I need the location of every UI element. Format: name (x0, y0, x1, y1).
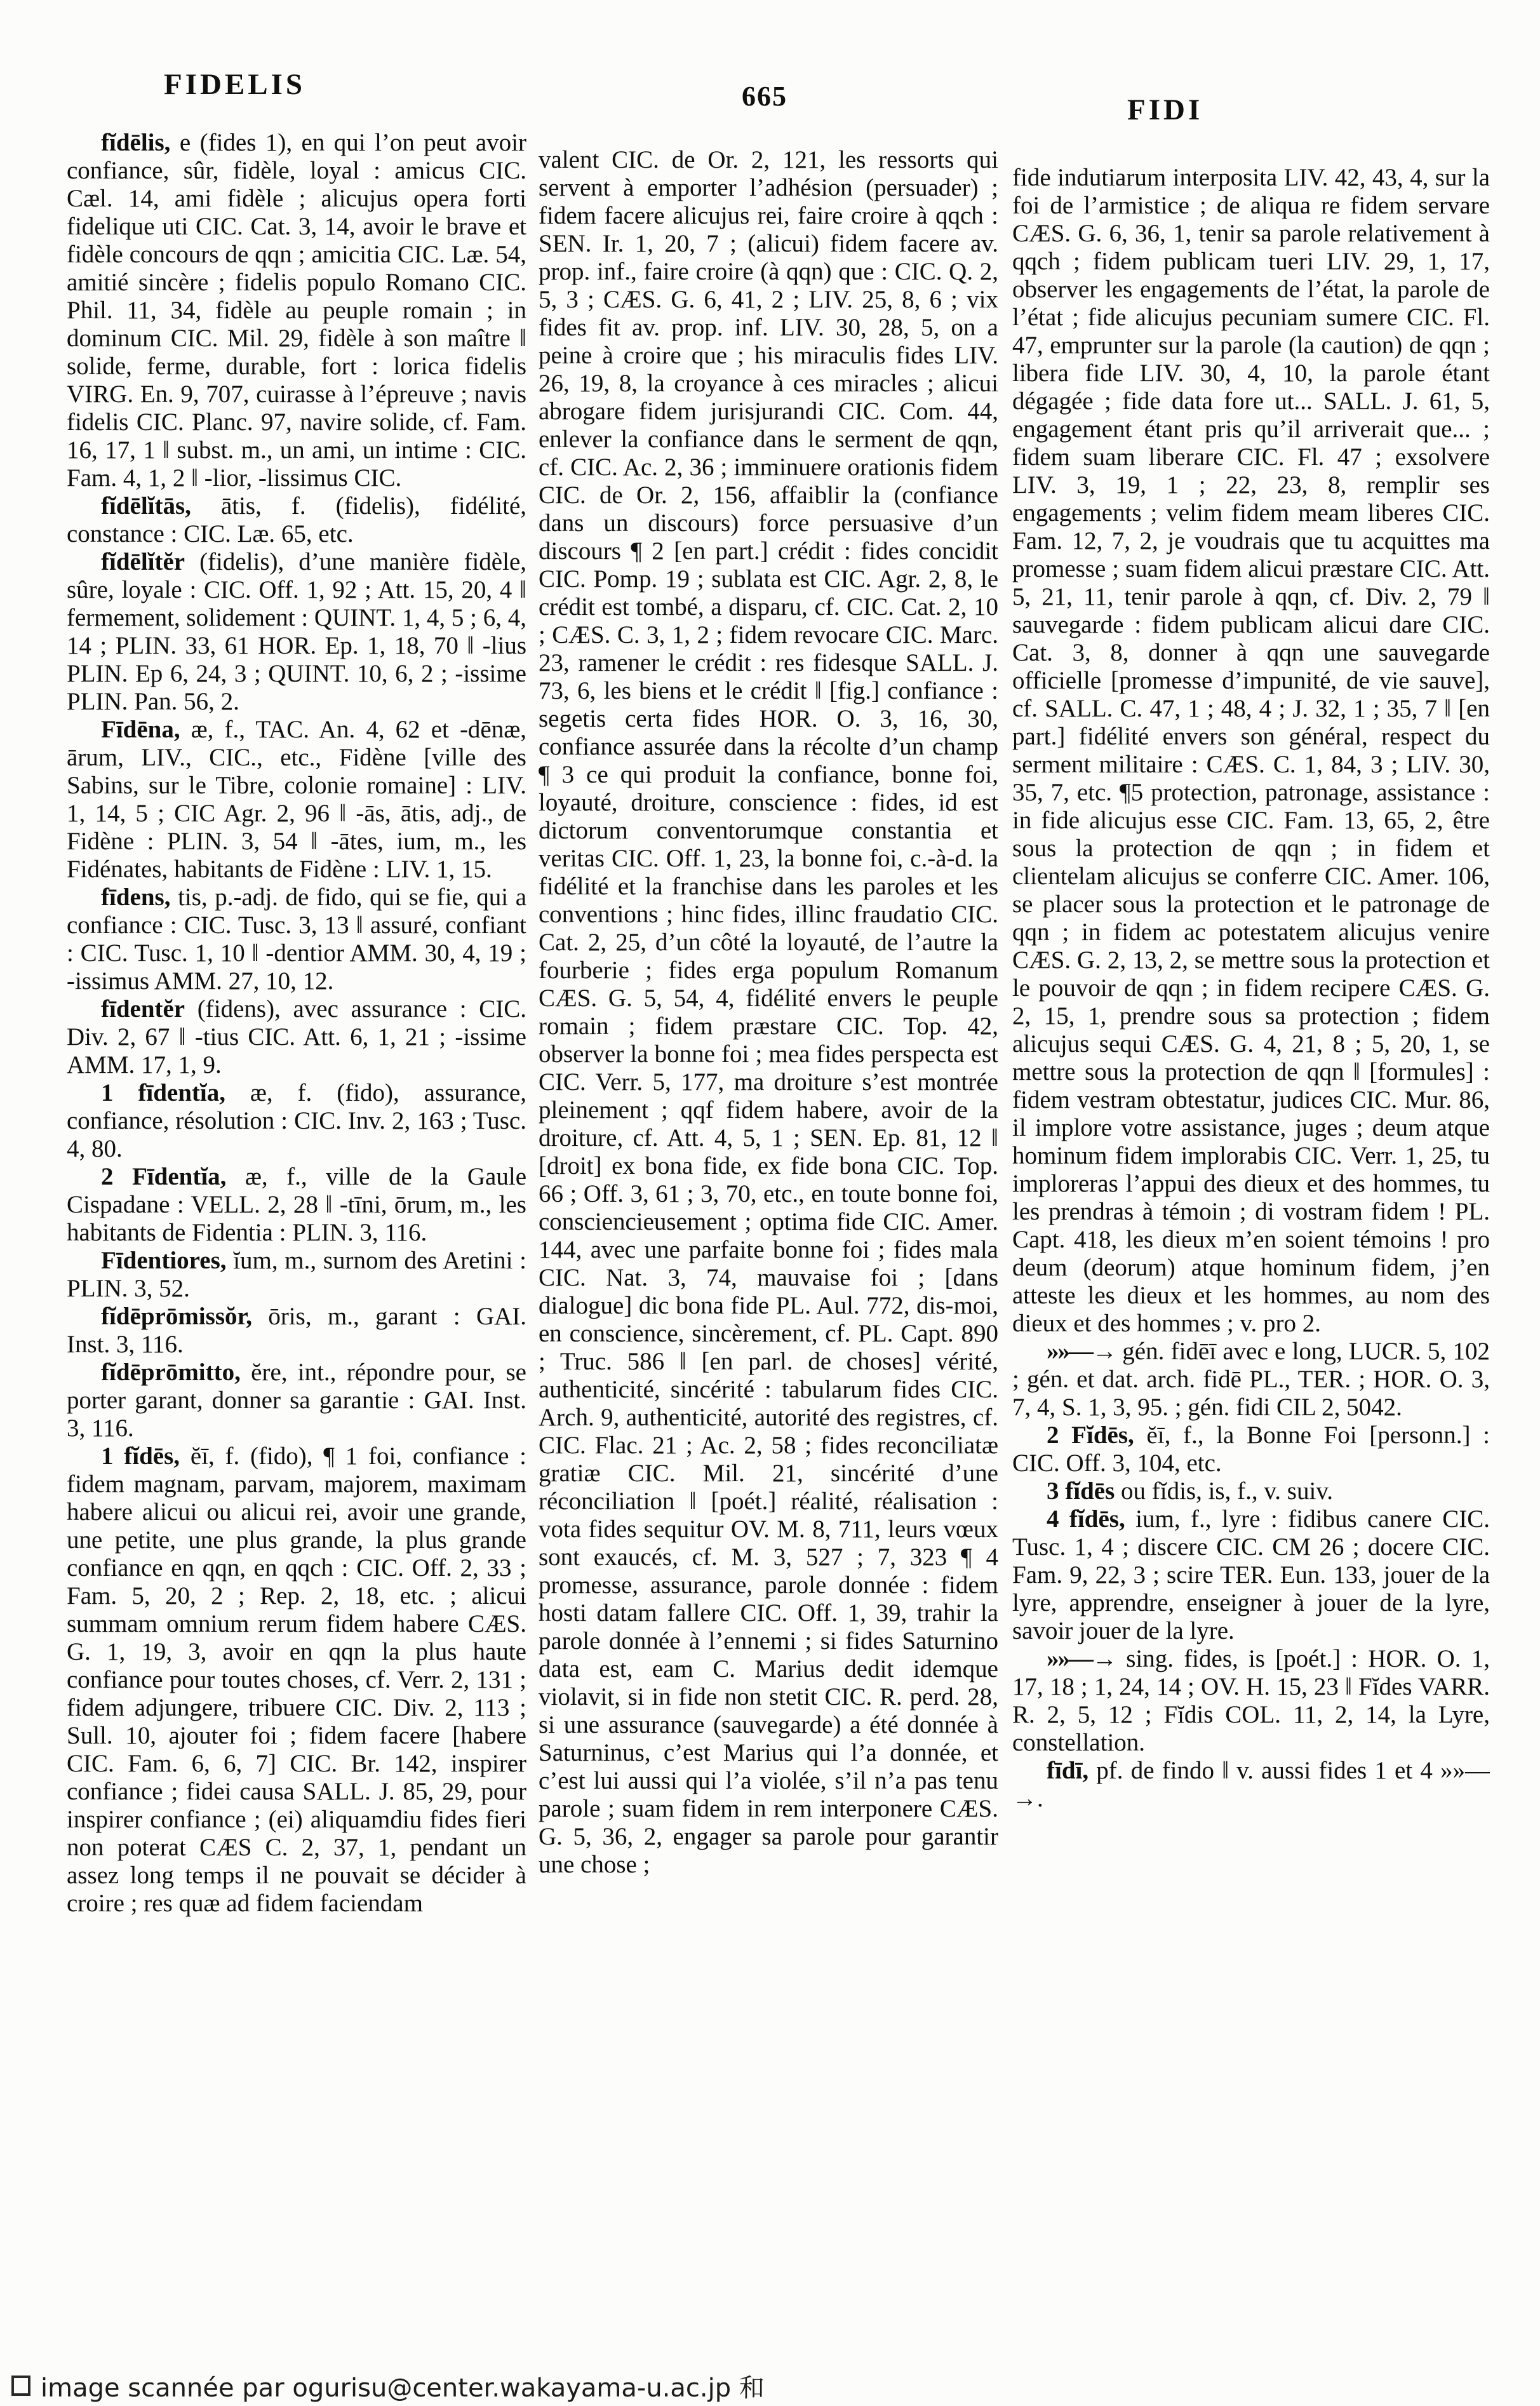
remark-arrow-icon: »»—→ (1047, 1338, 1116, 1365)
headword: 2 Fīdentĭa, (101, 1163, 227, 1190)
headword: fīdens, (101, 884, 171, 911)
entry-text: æ, f. (fido), assurance, confiance, résolution : CIC. Inv. 2, 163 ; Tusc. 4, 80. (67, 1079, 526, 1162)
headword: fĭdēprōmitto, (101, 1359, 241, 1386)
middle-column (539, 146, 998, 2309)
entry-text: ātis, f. (fidelis), fidélité, constance : CIC. Læ. 65, etc. (67, 492, 526, 548)
entry-fidepromitto (67, 1359, 526, 1442)
entry-text: e (fides 1), en qui l’on peut avoir confiance, sûr, fidèle, loyal : amicus CIC. Cæl. 14, ami fidèle ; alicujus opera forti fidelique uti CIC. Cat. 3, 14, avoir le brave et fidèle concours de qqn ; amicitia CIC. Læ. 54, amitié sincère ; fidelis populo Romano CIC. Phil. 11, 34, fidèle au peuple romain ; in dominum CIC. Mil. 29, fidèle à son maître ‖ solide, ferme, durable, fort : lorica fidelis VIRG. En. 9, 707, cuirasse à l’épreuve ; navis fidelis CIC. Planc. 97, navire solide, cf. Fam. 16, 17, 1 ‖ subst. m., un ami, un intime : CIC. Fam. 4, 1, 2 ‖ -lior, -lissimus CIC. (67, 129, 526, 492)
headword: fĭdēlis, (101, 129, 171, 156)
entry-text: tis, p.-adj. de fido, qui se fie, qui a confiance : CIC. Tusc. 3, 13 ‖ assuré, confiant : CIC. Tusc. 1, 10 ‖ -dentior AMM. 30, 4, 19 ; -issimus AMM. 27, 10, 12. (67, 884, 526, 995)
headword: fīdī, (1047, 1757, 1089, 1784)
entry-text: (fidens), avec assurance : CIC. Div. 2, 67 ‖ -tius CIC. Att. 6, 1, 21 ; -issime AMM. 17, 1, 9. (67, 995, 526, 1079)
entry-text: sing. fides, is [poét.] : HOR. O. 1, 17, 18 ; 1, 24, 14 ; OV. H. 15, 23 ‖ Fĭdes VARR. R. 2, 5, 12 ; Fĭdis COL. 11, 2, 14, la Lyre, constellation. (1012, 1645, 1490, 1756)
remark-arrow-icon: »»—→ (1047, 1645, 1116, 1672)
headword: 1 fĭdēs, (101, 1442, 180, 1470)
entry-text: gén. fidēī avec e long, LUCR. 5, 102 ; gén. et dat. arch. fidē PL., TER. ; HOR. O. 3, 7, 4, S. 1, 3, 95. ; gén. fidi CIL 2, 5042. (1012, 1338, 1490, 1421)
headword: 3 fĭdēs (1047, 1477, 1115, 1505)
right-column (1012, 164, 1490, 2317)
headword: 1 fīdentĭa, (101, 1079, 225, 1106)
headword: fĭdēprōmissŏr, (101, 1303, 252, 1330)
entry-fidenter (67, 995, 526, 1079)
fides-1-continuation-2 (1012, 164, 1490, 1338)
scan-credit: image scannée par ogurisu@center.wakayama-u.ac.jp 和 (41, 2374, 765, 2403)
headword: Fīdentiores, (101, 1247, 227, 1274)
entry-fidens (67, 884, 526, 995)
running-head-left: FIDELIS (164, 68, 306, 101)
entry-text: ĕī, f., la Bonne Foi [personn.] : CIC. Off. 3, 104, etc. (1012, 1421, 1490, 1477)
running-head-right: FIDI (1127, 93, 1203, 126)
entry-fidena (67, 716, 526, 884)
headword: 4 fĭdēs, (1047, 1505, 1125, 1533)
entry-text: ĕre, int., répondre pour, se porter garant, donner sa garantie : GAI. Inst. 3, 116. (67, 1359, 526, 1442)
entry-text: ou fĭdis, is, f., v. suiv. (1121, 1477, 1334, 1505)
clipped-glyph (11, 2376, 30, 2396)
entry-fides-2 (1012, 1421, 1490, 1477)
entry-fidelitas (67, 492, 526, 548)
headword: fĭdēlĭtās, (101, 492, 191, 520)
entry-fidepromissor (67, 1303, 526, 1359)
entry-fideliter (67, 548, 526, 716)
entry-text: ium, f., lyre : fidibus canere CIC. Tusc. 1, 4 ; discere CIC. CM 26 ; docere CIC. Fam. 9, 22, 3 ; scire TER. Eun. 133, jouer de la lyre, apprendre, enseigner à jouer de la lyre, savoir jouer de la lyre. (1012, 1505, 1490, 1644)
headword: Fīdēna, (101, 716, 180, 743)
entry-text: (fidelis), d’une manière fidèle, sûre, loyale : CIC. Off. 1, 92 ; Att. 15, 20, 4 ‖ fermement, solidement : QUINT. 1, 4, 5 ; 6, 4, 14 ; PLIN. 33, 61 HOR. Ep. 1, 18, 70 ‖ -lius PLIN. Ep 6, 24, 3 ; QUINT. 10, 6, 2 ; -issime PLIN. Pan. 56, 2. (67, 548, 526, 715)
entry-fidi (1012, 1757, 1490, 1813)
entry-text: ĭum, m., surnom des Aretini : PLIN. 3, 52. (67, 1247, 526, 1302)
fides-4-remark (1012, 1645, 1490, 1757)
entry-text: ōris, m., garant : GAI. Inst. 3, 116. (67, 1303, 526, 1358)
entry-fidelis (67, 129, 526, 492)
entry-fidentiores (67, 1247, 526, 1303)
entry-text: fide indutiarum interposita LIV. 42, 43, 4, sur la foi de l’armistice ; de aliqua re fidem servare CÆS. G. 6, 36, 1, tenir sa parole relativement à qqch ; fidem publicam tueri LIV. 29, 1, 17, observer les engagements de l’état, la parole de l’état ; fide alicujus pecuniam sumere CIC. Fl. 47, emprunter sur la parole (la caution) de qqn ; libera fide LIV. 30, 4, 10, la parole étant dégagée ; fide data fore ut... SALL. J. 61, 5, engagement étant pris qu’il arriverait que... ; fidem suam liberare CIC. Fl. 47 ; exsolvere LIV. 3, 19, 1 ; 22, 23, 8, remplir ses engagements ; velim fidem meam liberes CIC. Fam. 12, 7, 2, je voudrais que tu acquittes ma promesse ; suam fidem alicui præstare CIC. Att. 5, 21, 11, tenir parole à qqn, cf. Div. 2, 79 ‖ sauvegarde : fidem publicam alicui dare CIC. Cat. 3, 8, donner à qqn une sauvegarde officielle [promesse d’impunité, de vie sauve], cf. SALL. C. 47, 1 ; 48, 4 ; J. 32, 1 ; 35, 7 ‖ [en part.] fidélité envers son général, respect du serment militaire : CÆS. C. 1, 84, 3 ; LIV. 30, 35, 7, etc. ¶5 protection, patronage, assistance : in fide alicujus esse CIC. Fam. 13, 65, 2, être sous la protection de qqn ; in fidem et clientelam alicujus se conferre CIC. Amer. 106, se placer sous la protection et le patronage de qqn ; in fidem ac potestatem alicujus venire CÆS. G. 2, 13, 2, se mettre sous la protection et le pouvoir de qqn ; in fidem recipere CÆS. G. 2, 15, 1, prendre sous sa protection ; fidem alicujus sequi CÆS. G. 4, 21, 8 ; 5, 20, 1, se mettre sous la protection de qqn ‖ [formules] : fidem vestram obtestatur, judices CIC. Mur. 86, il implore votre assistance, juges ; deum atque hominum fidem implorabis CIC. Verr. 1, 25, tu imploreras l’appui des dieux et des hommes, tu les prendras à témoin ; di vostram fidem ! PL. Capt. 418, les dieux m’en soient témoins ! pro deum (deorum) atque hominum fidem, j’en atteste les dieux et les hommes, au nom des dieux et des hommes ; v. pro 2. (1012, 164, 1490, 1337)
entry-text: æ, f., ville de la Gaule Cispadane : VELL. 2, 28 ‖ -tīni, ōrum, m., les habitants de Fidentia : PLIN. 3, 116. (67, 1163, 526, 1246)
entry-fides-4 (1012, 1505, 1490, 1645)
entry-text: valent CIC. de Or. 2, 121, les ressorts qui servent à emporter l’adhésion (persuader) ; fidem facere alicujus rei, faire croire à qqch : SEN. Ir. 1, 20, 7 ; (alicui) fidem facere av. prop. inf., faire croire (à qqn) que : CIC. Q. 2, 5, 3 ; CÆS. G. 6, 41, 2 ; LIV. 25, 8, 6 ; vix fides fit av. prop. inf. LIV. 30, 28, 5, on a peine à croire que ; his miraculis fides LIV. 26, 19, 8, la croyance à ces miracles ; alicui abrogare fidem jurisjurandi CIC. Com. 44, enlever la confiance dans le serment de qqn, cf. CIC. Ac. 2, 36 ; imminuere orationis fidem CIC. de Or. 2, 156, affaiblir la (confiance dans un discours) force persuasive d’un discours ¶ 2 [en part.] crédit : fides concidit CIC. Pomp. 19 ; sublata est CIC. Agr. 2, 8, le crédit est tombé, a disparu, cf. CIC. Cat. 2, 10 ; CÆS. C. 3, 1, 2 ; fidem revocare CIC. Marc. 23, ramener le crédit : res fidesque SALL. J. 73, 6, les biens et le crédit ‖ [fig.] confiance : segetis certa fides HOR. O. 3, 16, 30, confiance assurée dans la récolte d’un champ ¶ 3 ce qui produit la confiance, bonne foi, loyauté, droiture, conscience : fides, id est dictorum conventorumque constantia et veritas CIC. Off. 1, 23, la bonne foi, c.-à-d. la fidélité et la franchise dans les paroles et les conventions ; hinc fides, illinc fraudatio CIC. Cat. 2, 25, d’un côté la loyauté, de l’autre la fourberie ; fides erga populum Romanum CÆS. G. 5, 54, 4, fidélité envers le peuple romain ; fidem præstare CIC. Top. 42, observer la bonne foi ; mea fides perspecta est CIC. Verr. 5, 177, ma droiture s’est montrée pleinement ; qqf fidem habere, avoir de la droiture, cf. Att. 4, 5, 1 ; SEN. Ep. 81, 12 ‖ [droit] ex bona fide, ex fide bona CIC. Top. 66 ; Off. 3, 61 ; 3, 70, etc., en toute bonne foi, consciencieusement ; optima fide CIC. Amer. 144, avec une parfaite bonne foi ; fides mala CIC. Nat. 3, 74, mauvaise foi ; [dans dialogue] dic bona fide PL. Aul. 772, dis-moi, en conscience, sincèrement, cf. PL. Capt. 890 ; Truc. 586 ‖ [en parl. de choses] vérité, authenticité, sincérité : tabularum fides CIC. Arch. 9, authenticité, autorité des registres, cf. CIC. Flac. 21 ; Ac. 2, 58 ; fides reconciliatæ gratiæ CIC. Mil. 21, sincérité d’une réconciliation ‖ [poét.] réalité, réalisation : vota fides sequitur OV. M. 8, 711, leurs vœux sont exaucés, cf. M. 3, 527 ; 7, 323 ¶ 4 promesse, assurance, parole donnée : fidem hosti datam fallere CIC. Off. 1, 39, trahir la parole donnée à l’ennemi ; si fides Saturnino data est, eam C. Marius dedit idemque violavit, si in fide non stetit CIC. R. perd. 28, si une assurance (sauvegarde) a été donnée à Saturninus, c’est Marius qui l’a donnée, et c’est lui aussi qui l’a violée, s’il n’a pas tenu parole ; suam fidem in rem interponere CÆS. G. 5, 36, 2, engager sa parole pour garantir une chose ; (539, 146, 998, 1878)
entry-fidentia-1 (67, 1079, 526, 1163)
entry-fidentia-2 (67, 1163, 526, 1247)
page-number: 665 (742, 81, 787, 112)
fides-1-remark (1012, 1338, 1490, 1421)
entry-text: ĕī, f. (fido), ¶ 1 foi, confiance : fidem magnam, parvam, majorem, maximam habere alicui ou alicui rei, avoir une grande, une petite, une plus grande, la plus grande confiance en qqn, en qqch : CIC. Off. 2, 33 ; Fam. 5, 20, 2 ; Rep. 2, 18, etc. ; alicui summam omnium rerum fidem habere CÆS. G. 1, 19, 3, avoir en qqn la plus haute confiance pour toutes choses, cf. Verr. 2, 131 ; fidem adjungere, tribuere CIC. Div. 2, 113 ; Sull. 10, ajouter foi ; fidem facere [habere CIC. Fam. 6, 6, 7] CIC. Br. 142, inspirer confiance ; fidei causa SALL. J. 85, 29, pour inspirer confiance ; (ei) aliquamdiu fides fieri non poterat CÆS C. 2, 37, 1, pendant un assez long temps il ne pouvait se décider à croire ; res quæ ad fidem faciendam (67, 1442, 526, 1917)
headword: 2 Fĭdēs, (1047, 1421, 1134, 1449)
entry-text: æ, f., TAC. An. 4, 62 et -dēnæ, ārum, LIV., CIC., etc., Fidène [ville des Sabins, sur le Tibre, colonie romaine] : LIV. 1, 14, 5 ; CIC Agr. 2, 96 ‖ -ās, ātis, adj., de Fidène : PLIN. 3, 54 ‖ -ātes, ium, m., les Fidénates, habitants de Fidène : LIV. 1, 15. (67, 716, 526, 883)
fides-1-continuation (539, 146, 998, 1879)
entry-fides-1 (67, 1442, 526, 1918)
headword: fīdentĕr (101, 995, 185, 1023)
headword: fĭdēlĭtĕr (101, 548, 185, 575)
left-column (67, 129, 526, 2317)
entry-fides-3 (1012, 1477, 1490, 1505)
entry-text: pf. de findo ‖ v. aussi fides 1 et 4 »»—→. (1012, 1757, 1490, 1812)
